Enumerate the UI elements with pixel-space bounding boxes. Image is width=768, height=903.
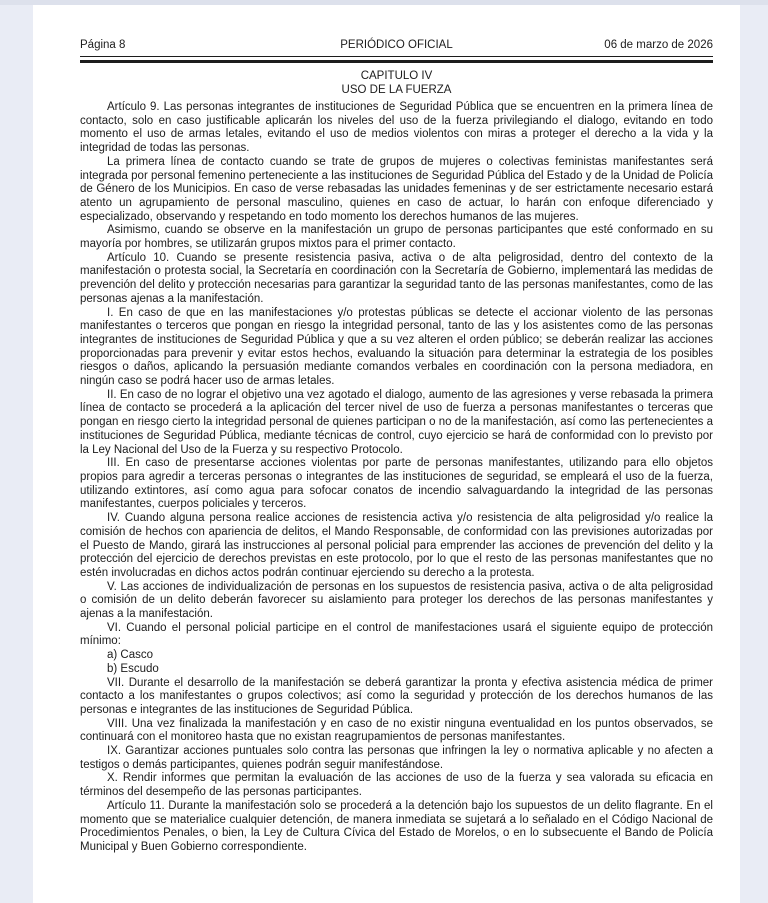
publication-date: 06 de marzo de 2026 bbox=[604, 39, 713, 51]
document-page bbox=[33, 5, 740, 903]
paragraph-articulo-10: Artículo 10. Cuando se presente resistencia pasiva, activa o de alta peligrosidad, dentro del contexto de la manifestación o protesta social, la Secretaría en coordinación con la Secretaría de Gobierno, implementará las medidas de prevención del delito y protección necesarias para garantizar la seguridad tanto de las personas manifestantes, como de las personas ajenas a la manifestación. bbox=[80, 251, 713, 305]
fraccion-iii: III. En caso de presentarse acciones violentas por parte de personas manifestantes, utilizando para ello objetos propios para agredir a terceras personas o integrantes de las instituciones de seguridad, se empleará el uso de la fuerza, utilizando extintores, así como agua para sofocar conatos de incendio salvaguardando la integridad de las personas manifestantes, cuerpos policiales y terceros. bbox=[80, 457, 713, 511]
page-number: Página 8 bbox=[80, 39, 126, 51]
publication-title: PERIÓDICO OFICIAL bbox=[340, 39, 453, 51]
chapter-subheading: USO DE LA FUERZA bbox=[341, 83, 452, 96]
fraccion-vii: VII. Durante el desarrollo de la manifestación se deberá garantizar la pronta y efectiva asistencia médica de primer contacto a los manifestantes o grupos colectivos; así como la seguridad y protección de los derechos humanos de las personas e integrantes de las instituciones de Seguridad Pública. bbox=[80, 676, 713, 716]
fraccion-v: V. Las acciones de individualización de personas en los supuestos de resistencia pasiva, activa o de alta peligrosidad o comisión de un delito deberán favorecer su aislamiento para proteger los derechos de las personas manifestantes y ajenas a la manifestación. bbox=[80, 580, 713, 621]
header-divider bbox=[80, 60, 713, 63]
fraccion-i: I. En caso de que en las manifestaciones y/o protestas públicas se detecte el accionar violento de las personas manifestantes o terceros que pongan en riesgo la integridad personal, tanto de las y los asistentes como de las personas integrantes de instituciones de Seguridad Pública y que a su vez alteren el orden público; se deberán realizar las acciones proporcionadas para prevenir y evitar estos hechos, evaluando la situación para determinar la estrategia de los posibles riesgos o daños, aplicando la persuasión mediante comandos verbales en coordinación con la persona mediadora, en ningún caso se podrá hacer uso de armas letales. bbox=[80, 306, 713, 388]
fraccion-viii: VIII. Una vez finalizada la manifestación y en caso de no existir ninguna eventualidad en los puntos observados, se continuará con el monitoreo hasta que no existan reagrupamientos de personas manifestantes. bbox=[80, 717, 713, 744]
paragraph-asimismo: Asimismo, cuando se observe en la manifestación un grupo de personas participantes que esté conformado en su mayoría por hombres, se utilizarán grupos mixtos para el primer contacto. bbox=[80, 224, 713, 251]
list-item-b: b) Escudo bbox=[107, 662, 159, 675]
document-body bbox=[80, 101, 713, 855]
paragraph-articulo-11: Artículo 11. Durante la manifestación solo se procederá a la detención bajo los supuestos de un delito flagrante. En el momento que se materialice cualquier detención, de manera inmediata se sujetará a lo señalado en el Código Nacional de Procedimientos Penales, o bien, la Ley de Cultura Cívica del Estado de Morelos, o en lo subsecuente el Bando de Policía Municipal y Buen Gobierno correspondiente. bbox=[80, 799, 713, 853]
fraccion-iv: IV. Cuando alguna persona realice acciones de resistencia activa y/o resistencia de alta peligrosidad y/o realice la comisión de hechos con apariencia de delitos, el Mando Responsable, de conformidad con las previsiones autorizadas por el Puesto de Mando, girará las instrucciones al personal policial para emprender las acciones de prevención del delito y la protección del ejercicio de derechos previstas en este protocolo, por lo que el resto de las personas manifestantes que no estén involucradas en dichos actos podrán continuar ejerciendo su derecho a la protesta. bbox=[80, 512, 713, 579]
paragraph-primera-linea: La primera línea de contacto cuando se trate de grupos de mujeres o colectivas feministas manifestantes será integrada por personal femenino perteneciente a las instituciones de Seguridad Pública del Estado y de la Unidad de Policía de Género de los Municipios. En caso de verse rebasadas las unidades femeninas y de ser estrictamente necesario estará atento un agrupamiento de personal masculino, quienes en caso de actuar, lo harán con enfoque diferenciado y especializado, observando y respetando en todo momento los derechos humanos de las mujeres. bbox=[80, 155, 713, 223]
fraccion-x: X. Rendir informes que permitan la evaluación de las acciones de uso de la fuerza y sea valorada su eficacia en términos del desempeño de las personas participantes. bbox=[80, 772, 713, 799]
fraccion-ii: II. En caso de no lograr el objetivo una vez agotado el dialogo, aumento de las agresiones y verse rebasada la primera línea de contacto se procederá a la aplicación del tercer nivel de uso de fuerza a personas manifestantes o terceras que pongan en riesgo cierto la integridad personal de quienes participan o no de la manifestación, así como las pertenecientes a instituciones de Seguridad Pública, mediante técnicas de control, cuyo ejercicio se hará de conformidad con lo previsto por la Ley Nacional del Uso de la Fuerza y su respectivo Protocolo. bbox=[80, 388, 713, 456]
paragraph-articulo-9: Artículo 9. Las personas integrantes de instituciones de Seguridad Pública que se encuentren en la primera línea de contacto, solo en caso justificable aplicarán los niveles del uso de la fuerza privilegiando el dialogo, evitando en todo momento el uso de armas letales, evitando el uso de medios violentos con miras a proteger el derecho a la vida y la integridad de todas las personas. bbox=[80, 101, 713, 155]
fraccion-vi: VI. Cuando el personal policial participe en el control de manifestaciones usará el siguiente equipo de protección mínimo: bbox=[80, 621, 713, 648]
page-header bbox=[80, 39, 713, 57]
list-item-a: a) Casco bbox=[107, 649, 154, 662]
chapter-heading: CAPITULO IV bbox=[360, 70, 433, 82]
fraccion-ix: IX. Garantizar acciones puntuales solo contra las personas que infringen la ley o normativa aplicable y no afecten a testigos o demás participantes, quienes podrán seguir manifestándose. bbox=[80, 745, 713, 771]
